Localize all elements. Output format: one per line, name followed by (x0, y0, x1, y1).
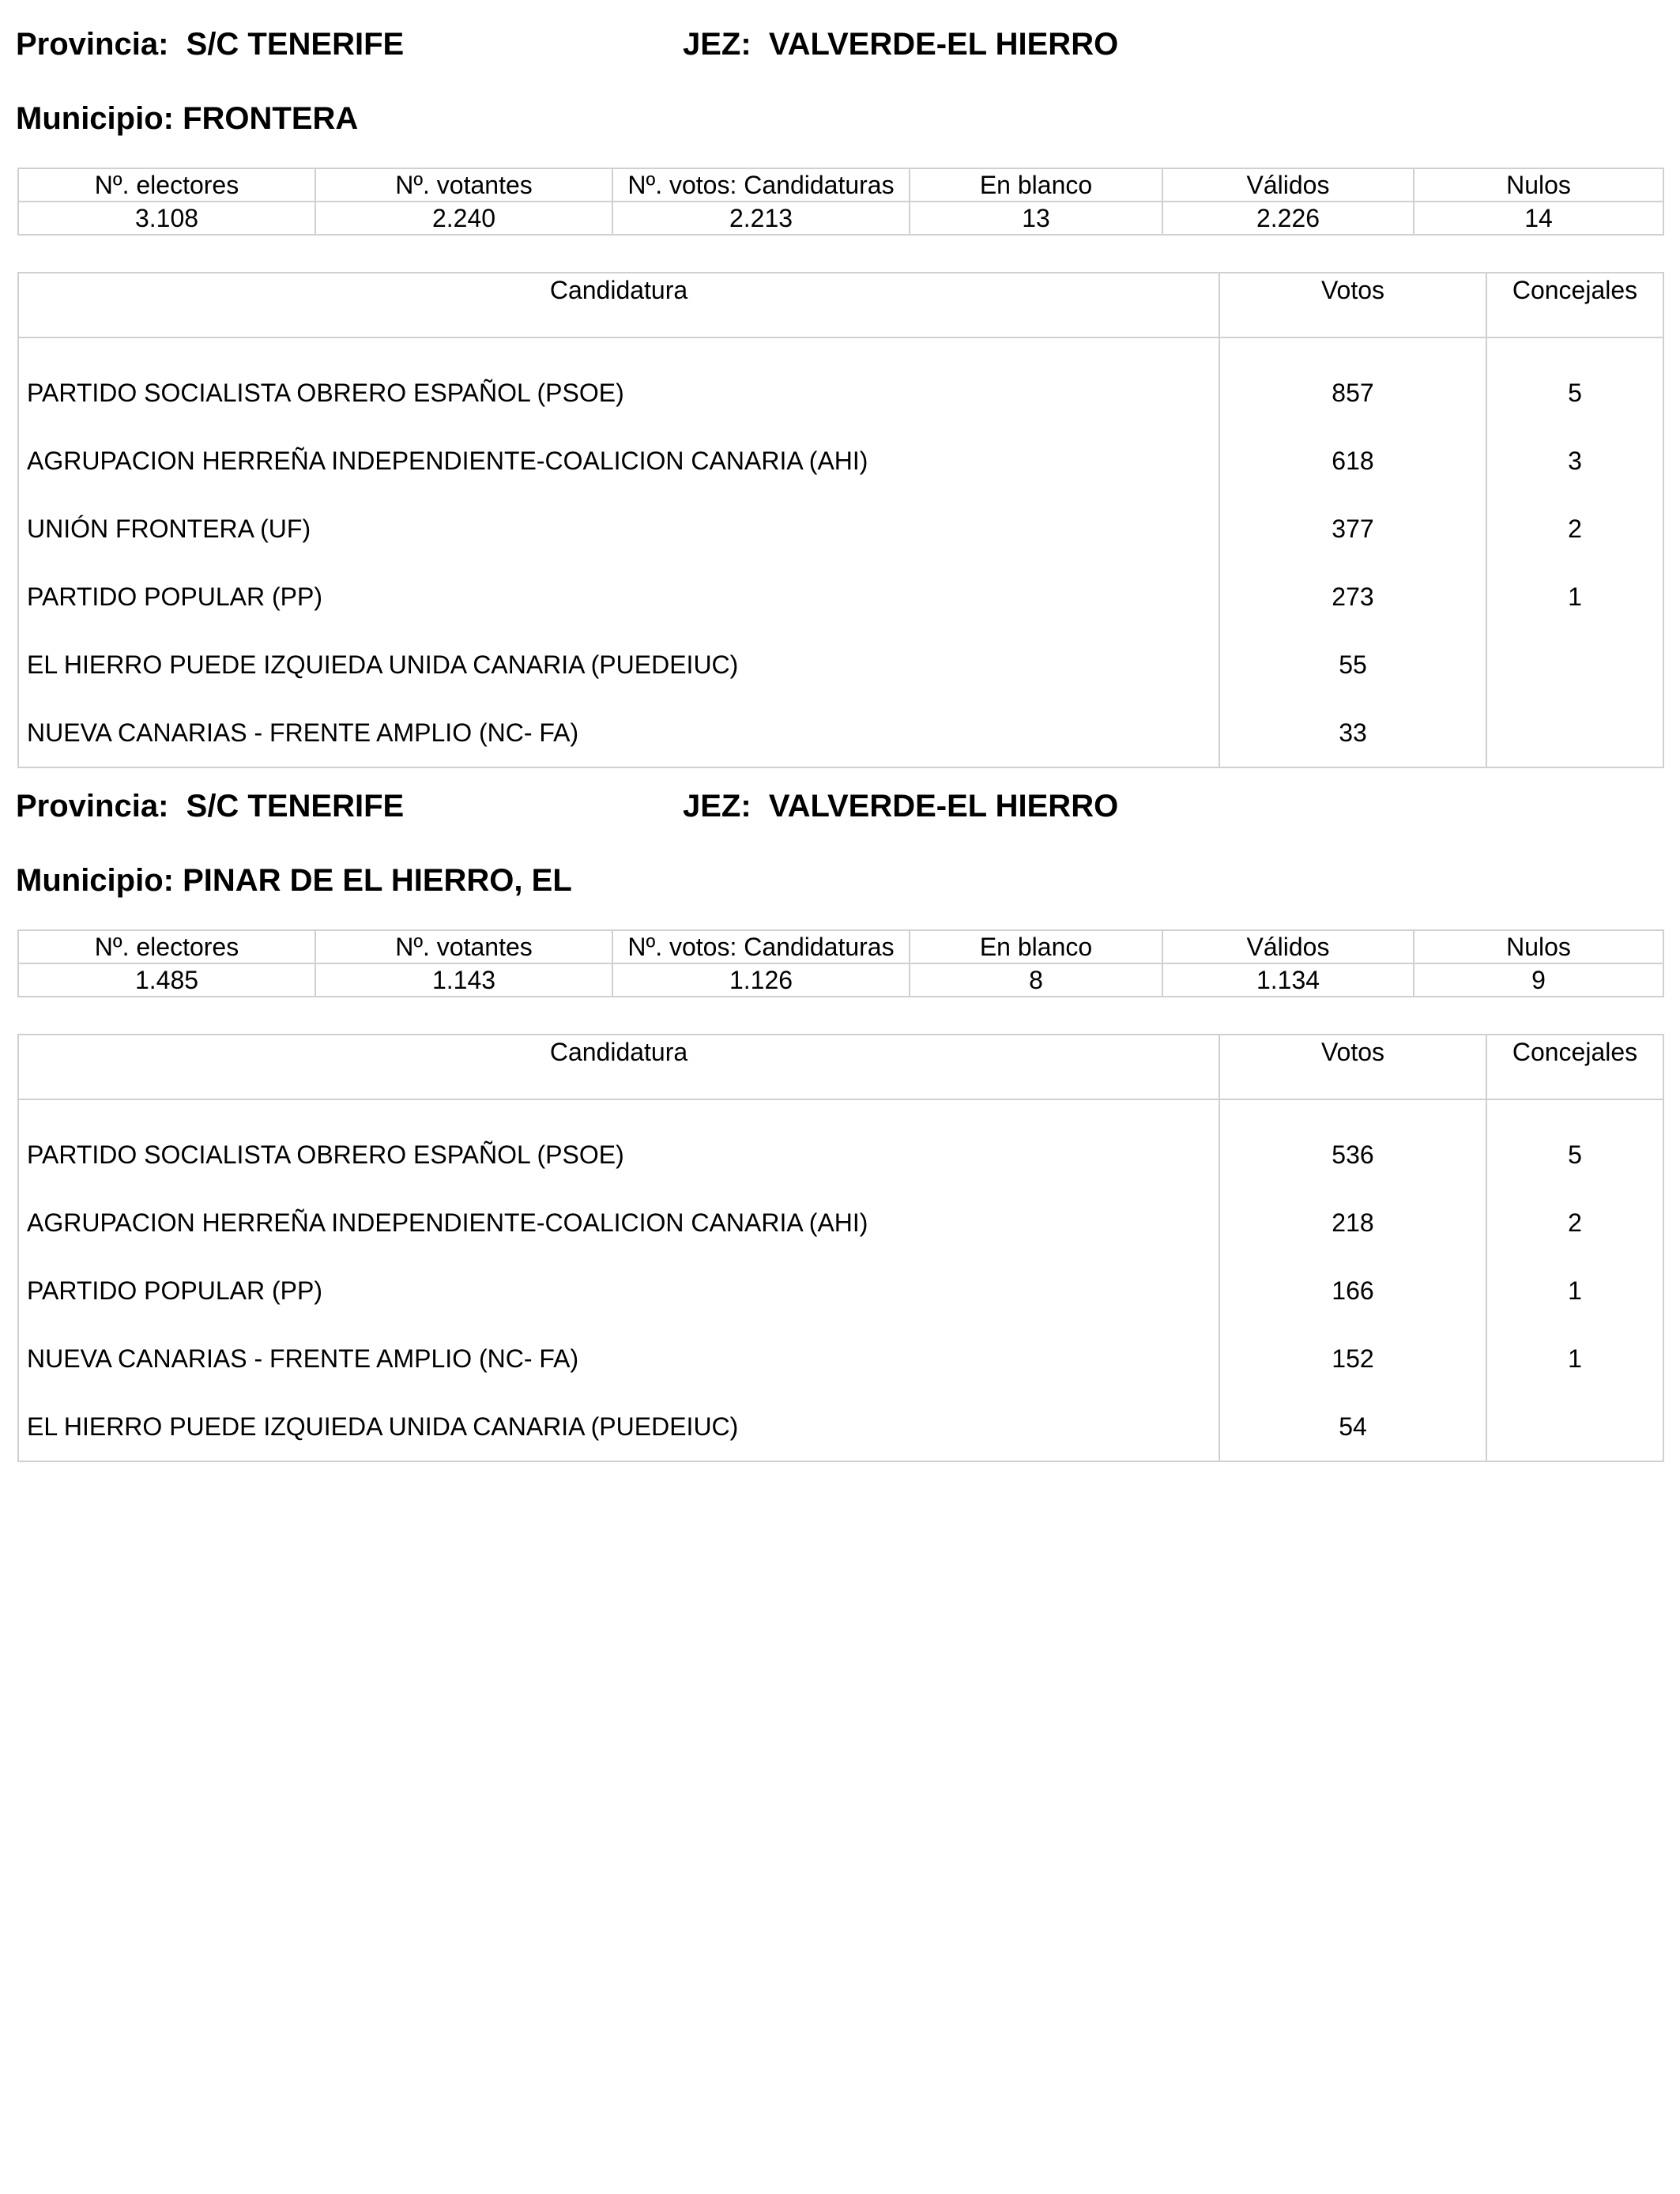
summary-table (17, 168, 1664, 236)
candidaturas-table (17, 272, 1664, 768)
table-row (18, 631, 1663, 699)
candidatura-concejales: 5 (1486, 1099, 1663, 1189)
summary-table (17, 929, 1664, 997)
value-electores: 3.108 (18, 202, 315, 235)
candidatura-votos: 54 (1219, 1393, 1486, 1461)
candidatura-concejales: 1 (1486, 563, 1663, 631)
candidatura-name: PARTIDO POPULAR (PP) (18, 1257, 1219, 1325)
provincia-label: Provincia: (16, 789, 169, 824)
candidaturas-table (17, 1034, 1664, 1462)
header-votantes: Nº. votantes (315, 168, 612, 202)
header-nulos: Nulos (1414, 930, 1663, 963)
candidatura-votos: 33 (1219, 699, 1486, 767)
candidatura-concejales: 5 (1486, 337, 1663, 427)
table-row (18, 337, 1663, 427)
header-votos-candidaturas: Nº. votos: Candidaturas (612, 930, 910, 963)
summary-value-row (18, 202, 1663, 235)
candidatura-votos: 218 (1219, 1189, 1486, 1257)
header-votantes: Nº. votantes (315, 930, 612, 963)
header-validos: Válidos (1162, 930, 1414, 963)
table-row (18, 1325, 1663, 1393)
candidatura-name: NUEVA CANARIAS - FRENTE AMPLIO (NC- FA) (18, 1325, 1219, 1393)
candidatura-concejales (1486, 699, 1663, 767)
table-row (18, 495, 1663, 563)
provincia-value: S/C TENERIFE (186, 27, 405, 62)
municipio-heading (16, 100, 358, 138)
table-row (18, 563, 1663, 631)
provincia-value: S/C TENERIFE (186, 789, 405, 824)
jez-heading (683, 787, 1118, 825)
candidatura-concejales: 1 (1486, 1325, 1663, 1393)
candidatura-votos: 152 (1219, 1325, 1486, 1393)
value-nulos: 9 (1414, 963, 1663, 997)
jez-label: JEZ: (683, 27, 751, 62)
candidatura-votos: 618 (1219, 427, 1486, 495)
value-en-blanco: 8 (910, 963, 1162, 997)
candidatura-votos: 377 (1219, 495, 1486, 563)
value-votos-candidaturas: 1.126 (612, 963, 910, 997)
candidatura-concejales (1486, 1393, 1663, 1461)
header-en-blanco: En blanco (910, 168, 1162, 202)
candidaturas-header-row (18, 1035, 1663, 1099)
table-row (18, 1393, 1663, 1461)
municipio-label: Municipio: (16, 863, 174, 898)
jez-heading (683, 25, 1118, 63)
candidatura-votos: 55 (1219, 631, 1486, 699)
header-votos: Votos (1219, 1035, 1486, 1099)
summary-header-row (18, 168, 1663, 202)
header-votos: Votos (1219, 273, 1486, 337)
jez-value: VALVERDE-EL HIERRO (768, 27, 1119, 62)
provincia-heading (16, 25, 404, 63)
table-row (18, 427, 1663, 495)
candidatura-votos: 273 (1219, 563, 1486, 631)
value-votantes: 2.240 (315, 202, 612, 235)
value-votantes: 1.143 (315, 963, 612, 997)
candidatura-concejales: 3 (1486, 427, 1663, 495)
table-row (18, 699, 1663, 767)
value-votos-candidaturas: 2.213 (612, 202, 910, 235)
header-votos-candidaturas: Nº. votos: Candidaturas (612, 168, 910, 202)
candidatura-name: UNIÓN FRONTERA (UF) (18, 495, 1219, 563)
header-validos: Válidos (1162, 168, 1414, 202)
candidatura-concejales: 2 (1486, 1189, 1663, 1257)
candidatura-votos: 536 (1219, 1099, 1486, 1189)
candidatura-name: PARTIDO SOCIALISTA OBRERO ESPAÑOL (PSOE) (18, 1099, 1219, 1189)
candidatura-name: EL HIERRO PUEDE IZQUIEDA UNIDA CANARIA (PUEDEIUC) (18, 631, 1219, 699)
candidaturas-header-row (18, 273, 1663, 337)
header-en-blanco: En blanco (910, 930, 1162, 963)
candidatura-concejales: 2 (1486, 495, 1663, 563)
candidatura-name: AGRUPACION HERREÑA INDEPENDIENTE-COALICION CANARIA (AHI) (18, 1189, 1219, 1257)
value-nulos: 14 (1414, 202, 1663, 235)
header-electores: Nº. electores (18, 168, 315, 202)
summary-value-row (18, 963, 1663, 997)
summary-header-row (18, 930, 1663, 963)
candidatura-name: NUEVA CANARIAS - FRENTE AMPLIO (NC- FA) (18, 699, 1219, 767)
candidatura-name: PARTIDO SOCIALISTA OBRERO ESPAÑOL (PSOE) (18, 337, 1219, 427)
candidatura-name: PARTIDO POPULAR (PP) (18, 563, 1219, 631)
municipio-value: FRONTERA (183, 101, 359, 136)
jez-value: VALVERDE-EL HIERRO (768, 789, 1119, 824)
jez-label: JEZ: (683, 789, 751, 824)
header-candidatura: Candidatura (18, 273, 1219, 337)
table-row (18, 1257, 1663, 1325)
value-en-blanco: 13 (910, 202, 1162, 235)
value-validos: 1.134 (1162, 963, 1414, 997)
header-electores: Nº. electores (18, 930, 315, 963)
municipio-heading (16, 861, 572, 899)
header-candidatura: Candidatura (18, 1035, 1219, 1099)
candidatura-concejales: 1 (1486, 1257, 1663, 1325)
municipio-value: PINAR DE EL HIERRO, EL (183, 863, 572, 898)
value-electores: 1.485 (18, 963, 315, 997)
candidatura-votos: 857 (1219, 337, 1486, 427)
value-validos: 2.226 (1162, 202, 1414, 235)
municipio-label: Municipio: (16, 101, 174, 136)
table-row (18, 1189, 1663, 1257)
provincia-label: Provincia: (16, 27, 169, 62)
header-concejales: Concejales (1486, 273, 1663, 337)
candidatura-concejales (1486, 631, 1663, 699)
candidatura-name: EL HIERRO PUEDE IZQUIEDA UNIDA CANARIA (PUEDEIUC) (18, 1393, 1219, 1461)
header-nulos: Nulos (1414, 168, 1663, 202)
header-concejales: Concejales (1486, 1035, 1663, 1099)
candidatura-name: AGRUPACION HERREÑA INDEPENDIENTE-COALICION CANARIA (AHI) (18, 427, 1219, 495)
provincia-heading (16, 787, 404, 825)
table-row (18, 1099, 1663, 1189)
candidatura-votos: 166 (1219, 1257, 1486, 1325)
